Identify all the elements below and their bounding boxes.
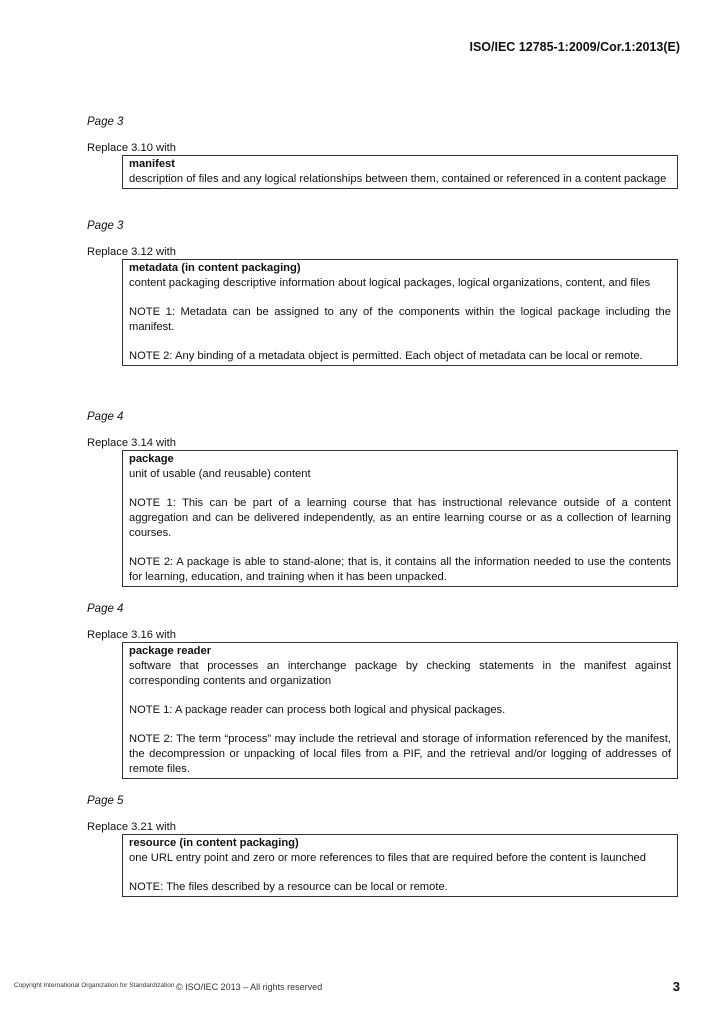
- term-note: NOTE 1: This can be part of a learning course that has instructional relevance outside of a content aggregation and can be delivered independently, as an entire learning course or as a collection of learning courses.: [129, 497, 671, 539]
- replace-instruction: Replace 3.14 with: [87, 437, 176, 449]
- rights-statement: © ISO/IEC 2013 – All rights reserved: [176, 982, 323, 992]
- term-definition: one URL entry point and zero or more references to files that are required before the content is launched: [129, 852, 646, 864]
- term-definition: software that processes an interchange package by checking statements in the manifest against corresponding contents and organization: [129, 660, 671, 687]
- term-title: package: [129, 453, 174, 465]
- term-note: NOTE 1: Metadata can be assigned to any of the components within the logical package including the manifest.: [129, 306, 671, 333]
- page-reference: Page 4: [87, 603, 124, 615]
- term-title: manifest: [129, 158, 176, 170]
- term-note: NOTE 2: The term “process” may include the retrieval and storage of information referenced by the manifest, the decompression or unpacking of local files from a PIF, and the retrieval and/or logging of addresses of remote files.: [129, 733, 671, 775]
- correction-section-manifest: [87, 116, 687, 189]
- replace-instruction: Replace 3.16 with: [87, 629, 176, 641]
- term-title: package reader: [129, 645, 212, 657]
- page-reference: Page 5: [87, 795, 124, 807]
- definition-box: [122, 834, 678, 897]
- term-note: NOTE 2: Any binding of a metadata object is permitted. Each object of metadata can be local or remote.: [129, 350, 643, 362]
- term-note: NOTE 2: A package is able to stand-alone; that is, it contains all the information needed to use the contents for learning, education, and training when it has been unpacked.: [129, 556, 671, 583]
- page-reference: Page 3: [87, 116, 124, 128]
- definition-box: [122, 155, 678, 189]
- document-header-id: ISO/IEC 12785-1:2009/Cor.1:2013(E): [469, 40, 680, 54]
- term-note: NOTE: The files described by a resource can be local or remote.: [129, 881, 448, 893]
- term-title: metadata (in content packaging): [129, 262, 301, 274]
- correction-section-resource: [87, 795, 687, 897]
- replace-instruction: Replace 3.10 with: [87, 142, 176, 154]
- replace-instruction: Replace 3.12 with: [87, 246, 176, 258]
- page-number: 3: [672, 979, 680, 994]
- definition-box: [122, 642, 678, 779]
- term-definition: unit of usable (and reusable) content: [129, 468, 311, 480]
- definition-box: [122, 259, 678, 366]
- term-title: resource (in content packaging): [129, 837, 299, 849]
- correction-section-package: [87, 411, 687, 587]
- page-reference: Page 3: [87, 220, 124, 232]
- term-definition: description of files and any logical relationships between them, contained or referenced in a content package: [129, 173, 667, 185]
- correction-section-metadata: [87, 220, 687, 366]
- copyright-notice: Copyright International Organization for Standardization: [14, 982, 175, 989]
- replace-instruction: Replace 3.21 with: [87, 821, 176, 833]
- term-note: NOTE 1: A package reader can process both logical and physical packages.: [129, 704, 506, 716]
- term-definition: content packaging descriptive information about logical packages, logical organizations, content, and files: [129, 277, 651, 289]
- correction-section-package-reader: [87, 603, 687, 779]
- definition-box: [122, 450, 678, 587]
- page-reference: Page 4: [87, 411, 124, 423]
